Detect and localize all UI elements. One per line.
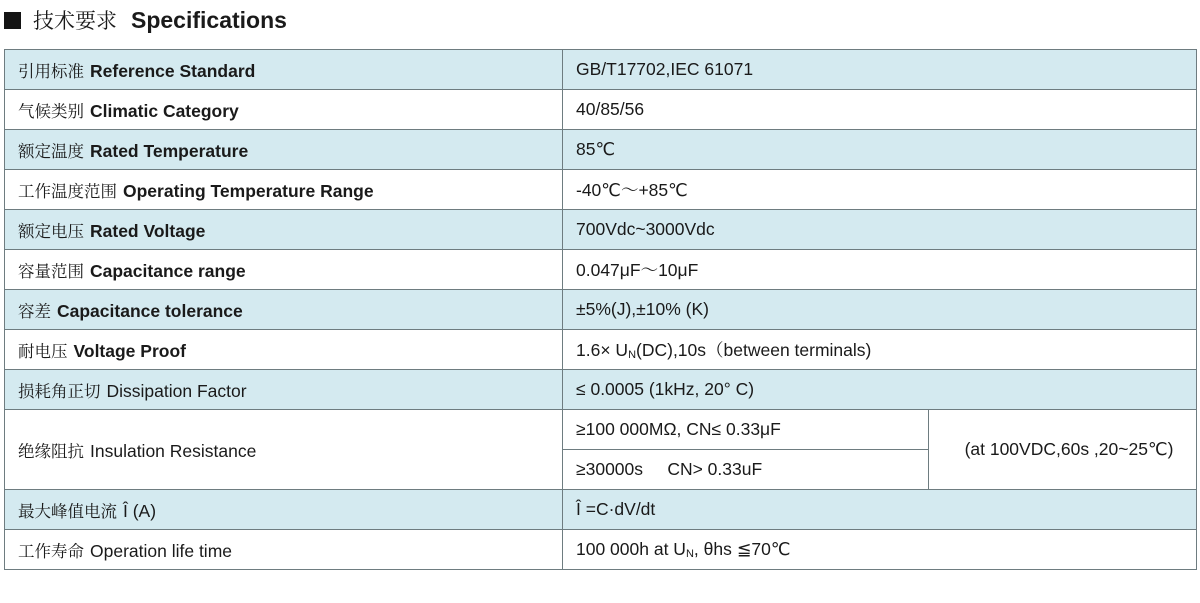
row-label: 最大峰值电流 Î (A) bbox=[5, 490, 563, 530]
row-label: 容量范围 Capacitance range bbox=[5, 250, 563, 290]
table-row bbox=[5, 490, 1197, 530]
row-label: 绝缘阻抗 Insulation Resistance bbox=[5, 410, 563, 490]
table-row bbox=[5, 370, 1197, 410]
table-row bbox=[5, 330, 1197, 370]
row-label: 额定电压 Rated Voltage bbox=[5, 210, 563, 250]
table-row bbox=[5, 210, 1197, 250]
specifications-table bbox=[4, 49, 1197, 570]
row-value-a: ≥100 000MΩ, CN≤ 0.33μF bbox=[563, 410, 929, 450]
table-row bbox=[5, 90, 1197, 130]
row-value: ±5%(J),±10% (K) bbox=[563, 290, 1197, 330]
row-label: 工作寿命 Operation life time bbox=[5, 530, 563, 570]
row-value-b: ≥30000s CN> 0.33uF bbox=[563, 450, 929, 490]
row-label: 工作温度范围 Operating Temperature Range bbox=[5, 170, 563, 210]
row-value: 85℃ bbox=[563, 130, 1197, 170]
table-row bbox=[5, 290, 1197, 330]
table-row bbox=[5, 130, 1197, 170]
title-english: Specifications bbox=[131, 6, 287, 33]
row-value: ≤ 0.0005 (1kHz, 20° C) bbox=[563, 370, 1197, 410]
row-label: 气候类别 Climatic Category bbox=[5, 90, 563, 130]
row-value: Î =C·dV/dt bbox=[563, 490, 1197, 530]
row-value: $1.6\times U_N(DC),10s(between$ terminals) bbox=[563, 330, 1197, 370]
section-title bbox=[4, 6, 287, 34]
row-value: 40/85/56 bbox=[563, 90, 1197, 130]
square-bullet-icon bbox=[4, 12, 21, 29]
table-row bbox=[5, 250, 1197, 290]
row-label: 耐电压 Voltage Proof bbox=[5, 330, 563, 370]
row-value: 100 000h at $U_N$, θhs ≦70℃ bbox=[563, 530, 1197, 570]
row-label: 容差 Capacitance tolerance bbox=[5, 290, 563, 330]
row-value: 0.047μF～10μF bbox=[563, 250, 1197, 290]
table-row bbox=[5, 410, 1197, 450]
row-value: -40℃～+85℃ bbox=[563, 170, 1197, 210]
row-value: 700Vdc~3000Vdc bbox=[563, 210, 1197, 250]
table-row bbox=[5, 170, 1197, 210]
row-label: 额定温度 Rated Temperature bbox=[5, 130, 563, 170]
row-value: GB/T17702,IEC 61071 bbox=[563, 50, 1197, 90]
row-label: 损耗角正切 Dissipation Factor bbox=[5, 370, 563, 410]
title-chinese: 技术要求 bbox=[33, 9, 117, 33]
table-row bbox=[5, 50, 1197, 90]
row-condition: (at 100VDC,60s ,20~25℃) bbox=[929, 410, 1197, 490]
table-row bbox=[5, 530, 1197, 570]
row-label: 引用标准 Reference Standard bbox=[5, 50, 563, 90]
